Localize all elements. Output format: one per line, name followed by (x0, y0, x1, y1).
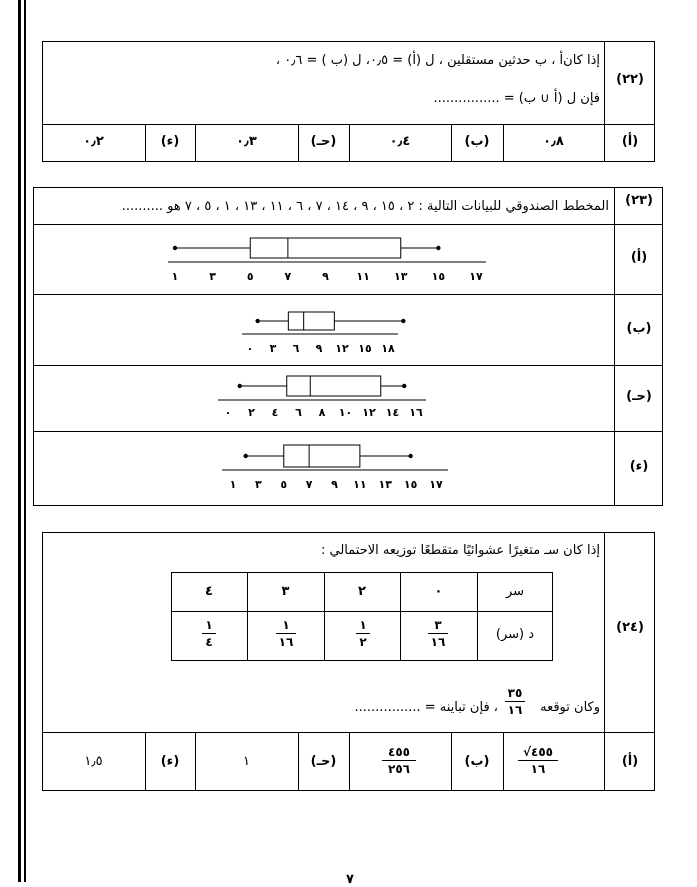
cell-divider (503, 732, 504, 791)
tick-label: ١١ (353, 478, 367, 491)
tick-label: ١٤ (385, 406, 400, 419)
tick-label: ١٣ (394, 270, 408, 283)
option-c-value[interactable]: ١ (243, 754, 250, 769)
tick-label: ١٢ (335, 342, 349, 355)
option-c-value[interactable]: ٠٫٣ (236, 134, 257, 149)
box-iqr (284, 445, 360, 467)
table-cell-prob: ١ ٤ (202, 618, 216, 649)
option-d-value[interactable]: ١٫٥ (84, 754, 103, 769)
tick-label: ٦ (295, 406, 302, 419)
option-a-label[interactable]: (ﺃ) (621, 134, 639, 149)
tick-label: ٠ (224, 406, 232, 419)
box-iqr (250, 238, 401, 258)
table-header-x: سر (505, 584, 525, 599)
tick-label: ١١ (356, 270, 370, 283)
max-point (401, 319, 405, 323)
option-c-label[interactable]: (حـ) (626, 389, 652, 404)
table-cell-value: ٤ (205, 584, 213, 599)
min-point (255, 319, 259, 323)
tick-label: ٢ (248, 406, 255, 419)
question-stem-line1: إذا كانﺃ ، ب حدثين مستقلين ، ل (ﺃ) = ٠٫٥، ل (ب ) = ٠٫٦ ، (275, 53, 600, 68)
max-point (402, 384, 406, 388)
option-d-label[interactable]: (ء) (160, 754, 180, 769)
tick-label: ٧ (284, 270, 292, 283)
tick-label: ١٨ (381, 342, 395, 355)
tick-label: ٥ (246, 270, 254, 283)
tick-label: ٣ (255, 478, 262, 491)
tick-label: ١٥ (431, 270, 446, 283)
expectation-fraction: ٣٥ ١٦ (505, 686, 525, 717)
option-d-value[interactable]: ٠٫٢ (83, 134, 104, 149)
question-number: (٢٢) (616, 72, 644, 87)
box-iqr (288, 312, 334, 330)
box-iqr (287, 376, 381, 396)
tick-label: ١٧ (469, 270, 483, 283)
boxplot-option-d[interactable] (222, 445, 448, 491)
page-number: ٧ (346, 872, 354, 887)
variance-prompt: ، فإن تباينه = ................ (354, 700, 498, 715)
tick-label: ٧ (305, 478, 313, 491)
option-b-label[interactable]: (ب) (464, 134, 490, 149)
tick-label: ٩ (315, 342, 323, 355)
tick-label: ١٥ (403, 478, 418, 491)
tick-label: ٦ (292, 342, 300, 355)
table-row-divider (171, 611, 553, 612)
tick-label: ٤ (271, 406, 279, 419)
max-point (436, 246, 440, 250)
option-b-label[interactable]: (ب) (464, 754, 490, 769)
option-b-label[interactable]: (ب) (626, 321, 652, 336)
tick-label: ٩ (331, 478, 338, 491)
tick-label: ١٣ (378, 478, 392, 491)
table-header-px: د (سر) (495, 627, 535, 642)
tick-label: ١ (229, 478, 237, 491)
min-point (243, 454, 247, 458)
tick-label: ١٠ (338, 406, 353, 419)
option-a-label[interactable]: (ﺃ) (621, 754, 639, 769)
option-c-label[interactable]: (حـ) (310, 134, 337, 149)
q24-number-divider (604, 532, 605, 791)
tick-label: ١٢ (362, 406, 376, 419)
table-cell-value: ٣ (281, 584, 290, 599)
table-cell-prob: ١ ٢ (356, 618, 370, 649)
option-a-value[interactable]: ٠٫٨ (543, 134, 564, 149)
tick-label: ١٧ (429, 478, 443, 491)
option-d-label[interactable]: (ء) (629, 459, 649, 474)
tick-label: ٣ (269, 342, 277, 355)
tick-label: ١٥ (358, 342, 372, 355)
table-cell-prob: ٣ ١٦ (428, 618, 448, 649)
cell-divider (349, 732, 350, 791)
tick-label: ١٦ (409, 406, 423, 419)
tick-label: ٩ (322, 270, 329, 283)
option-a-value[interactable]: √٤٥٥ ١٦ (518, 745, 558, 776)
option-b-value[interactable]: ٠٫٤ (389, 134, 411, 149)
question-stem-line2: فإن ل (ﺃ ∪ ب) = ................ (433, 91, 600, 106)
min-point (173, 246, 177, 250)
table-cell-value: ٠ (434, 584, 443, 599)
question-stem: المخطط الصندوقي للبيانات التالية : ٢ ، ١٥ ، ٩ ، ١٤ ، ٧ ، ٦ ، ١١ ، ١٣ ، ١ ، ٥ ، ٧ هو .......... (121, 199, 609, 214)
tick-label: ٠ (246, 342, 254, 355)
question-number: (٢٣) (625, 193, 653, 208)
min-point (238, 384, 242, 388)
table-cell-value: ٢ (358, 584, 366, 599)
option-b-value[interactable]: ٤٥٥ ٢٥٦ (382, 745, 416, 776)
boxplot-option-c[interactable] (218, 376, 426, 419)
question-number: (٢٤) (616, 620, 644, 635)
tick-label: ٨ (318, 406, 326, 419)
tick-label: ٣ (209, 270, 216, 283)
boxplot-option-b[interactable] (242, 312, 406, 355)
option-c-label[interactable]: (حـ) (310, 754, 337, 769)
boxplot-option-a[interactable] (168, 238, 486, 283)
tick-label: ١ (171, 270, 179, 283)
tick-label: ٥ (280, 478, 288, 491)
max-point (408, 454, 412, 458)
question-stem: إذا كان سـ متغيرًا عشوائيًا متقطعًا توزيعه الاحتمالي : (321, 543, 600, 558)
option-d-label[interactable]: (ء) (160, 134, 180, 149)
option-a-label[interactable]: (ﺃ) (630, 250, 648, 265)
table-cell-prob: ١ ١٦ (276, 618, 296, 649)
expectation-text: وكان توقعه (540, 700, 600, 715)
